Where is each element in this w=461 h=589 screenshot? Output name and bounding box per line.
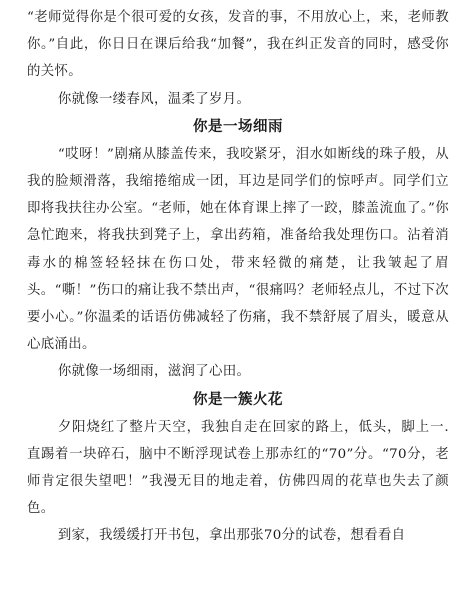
paragraph-knee-injury: “哎呀！”剧痛从膝盖传来，我咬紧牙，泪水如断线的珠子般，从我的脸颊滑落，我缩捲缩成一团，耳边是同学们的惊呼声。同学们立即将我扶往办公室。“老师，她在体育课上摔了一跤，膝盖流血了。”你急忙跑来，将我扶到凳子上，拿出药箱，准备给我处理伤口。沾着消毒水的棉签轻轻抹在伤口处，带来轻微的痛楚，让我皱起了眉头。“嘶！”伤口的痛让我不禁出声，“很痛吗？老师轻点儿，不过下次要小心。”你温柔的话语仿佛减轻了伤痛，我不禁舒展了眉头，暖意从心底涌出。 <box>27 146 449 353</box>
section-heading-spark: 你是一簇火花 <box>193 391 283 408</box>
paragraph-teacher-encouragement: “老师觉得你是个很可爱的女孩，发音的事，不用放心上，来，老师教你。”自此，你日日在课后给我“加餐”，我在纠正发音的同时，感受你的关怀。 <box>27 10 449 80</box>
paragraph-sunset-walk: 夕阳烧红了整片天空，我独自走在回家的路上，低头，脚上一. 直踢着一块碎石，脑中不断浮现试卷上那赤红的“70”分。“70分，老师肯定很失望吧！”我漫无目的地走着，仿佛四周的花草也失去了颜色。 <box>27 419 449 517</box>
paragraph-drizzle-summary: 你就像一场细雨，滋润了心田。 <box>57 364 251 380</box>
section-heading-drizzle: 你是一场细雨 <box>193 118 283 135</box>
paragraph-spring-breeze: 你就像一缕春风，温柔了岁月。 <box>57 91 251 107</box>
paragraph-test-paper: 到家，我缓缓打开书包，拿出那张70分的试卷，想看看自 <box>57 528 406 544</box>
